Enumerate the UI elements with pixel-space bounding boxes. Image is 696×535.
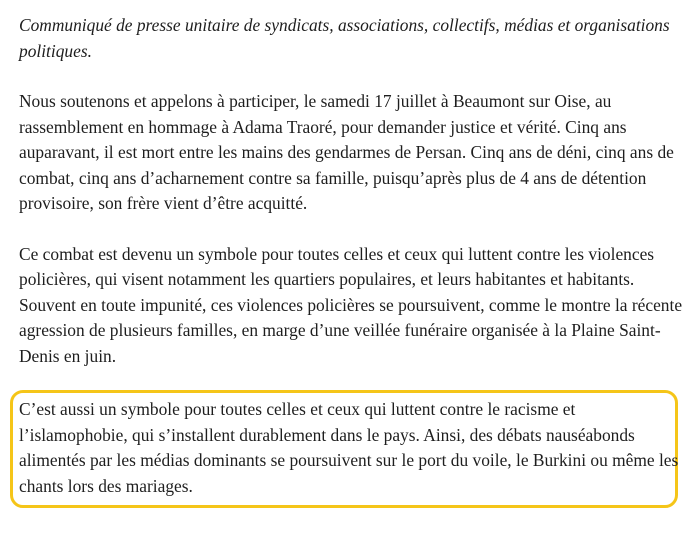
article-body [19, 13, 684, 369]
paragraph-racism-islamophobia: C’est aussi un symbole pour toutes celles et ceux qui luttent contre le racisme et l’islamophobie, qui s’installent durablement dans le pays. Ainsi, des débats nauséabonds alimentés par les médias dominants se poursuivent sur le port du voile, le Burkini ou même les chants lors des mariages. [19, 399, 679, 496]
paragraph-spacer [19, 217, 684, 242]
paragraph-police-violence: Ce combat est devenu un symbole pour toutes celles et ceux qui luttent contre les violences policières, qui visent notamment les quartiers populaires, et leurs habitantes et habitants. Souvent en toute impunité, ces violences policières se poursuivent, comme le montre la récente agression de plusieurs familles, en marge d’une veillée funéraire organisée à la Plaine Saint-Denis en juin. [19, 243, 683, 366]
press-release-intro: Communiqué de presse unitaire de syndicats, associations, collectifs, médias et organisations politiques. [19, 15, 670, 61]
paragraph-spacer [19, 64, 684, 89]
paragraph-adama-rally: Nous soutenons et appelons à participer, le samedi 17 juillet à Beaumont sur Oise, au rassemblement en hommage à Adama Traoré, pour demander justice et vérité. Cinq ans auparavant, il est mort entre les mains des gendarmes de Persan. Cinq ans de déni, cinq ans de combat, cinq ans d’acharnement contre sa famille, puisqu’après plus de 4 ans de détention provisoire, son frère vient d’être acquitté. [19, 91, 674, 213]
